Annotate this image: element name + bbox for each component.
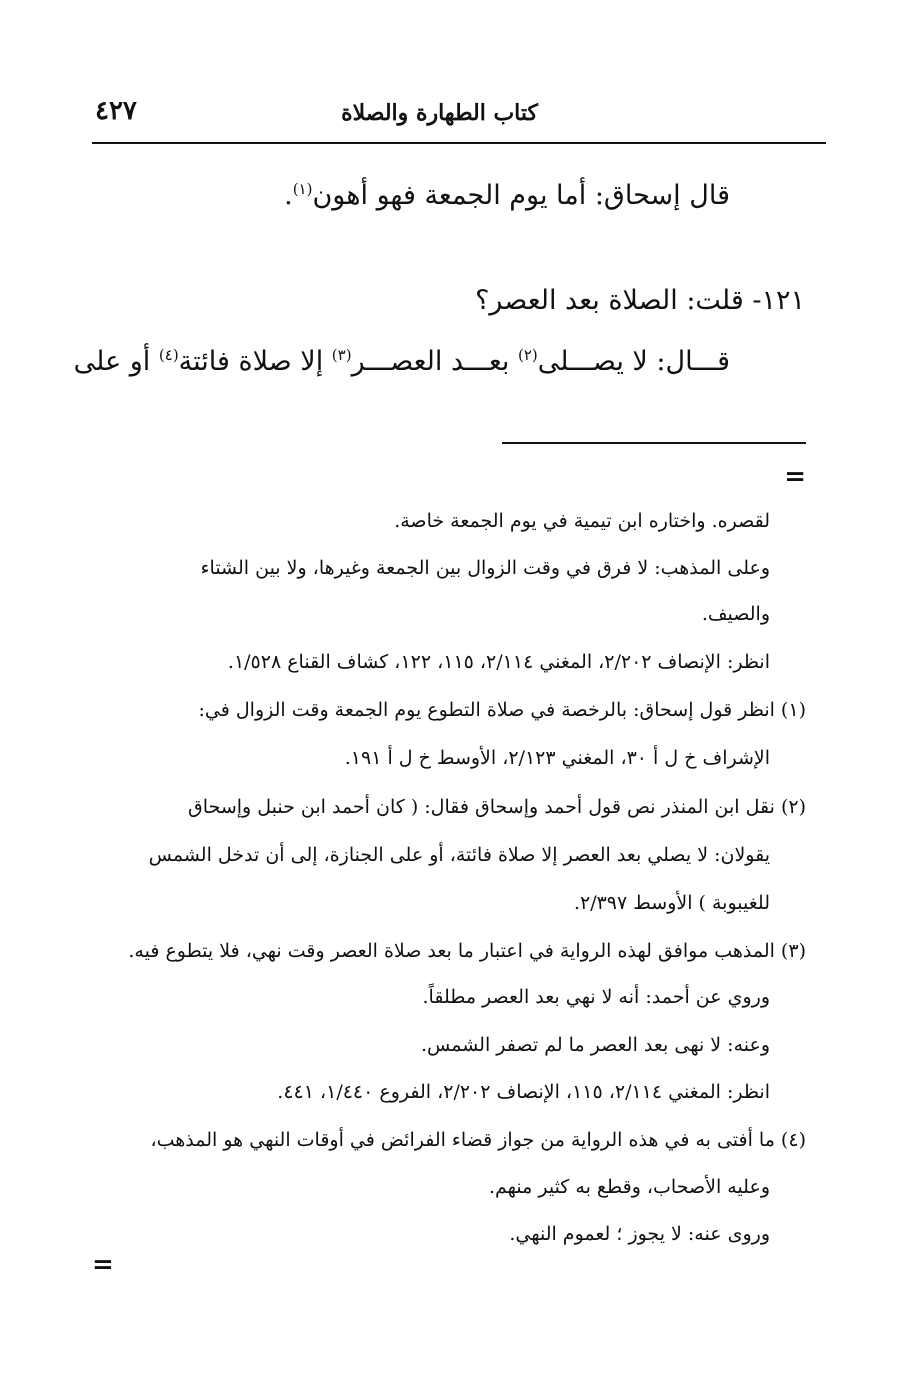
- answer-part-c: إلا صلاة فائتة: [178, 346, 332, 377]
- footnote-line: وعليه الأصحاب، وقطع به كثير منهم.: [488, 1176, 770, 1198]
- footnote-line: يقولان: لا يصلي بعد العصر إلا صلاة فائتة، أو على الجنازة، إلى أن تدخل الشمس: [148, 844, 770, 866]
- footnote-separator: [502, 442, 806, 444]
- footnote-4: (٤) ما أفتى به في هذه الرواية من جواز قضاء الفرائض في أوقات النهي هو المذهب،: [150, 1129, 806, 1151]
- footnote-continues-mark: =: [92, 1250, 114, 1280]
- question-121: ١٢١- قلت: الصلاة بعد العصر؟: [475, 285, 805, 316]
- footnote-line: وروى عنه: لا يجوز ؛ لعموم النهي.: [509, 1223, 770, 1245]
- footnote-line: انظر: المغني ٢/١١٤، ١١٥، الإنصاف ٢/٢٠٢، الفروع ١/٤٤٠، ٤٤١.: [277, 1081, 770, 1103]
- footnote-line: لقصره. واختاره ابن تيمية في يوم الجمعة خاصة.: [394, 510, 770, 532]
- footnote-line: للغيبوبة ) الأوسط ٢/٣٩٧.: [573, 892, 770, 914]
- footnote-line: وعلى المذهب: لا فرق في وقت الزوال بين الجمعة وغيرها، ولا بين الشتاء: [200, 557, 770, 579]
- answer-part-d: أو على: [73, 346, 159, 377]
- answer-part-a: قـــال: لا يصـــلى: [537, 346, 730, 377]
- footnote-ref-2: (٢): [517, 346, 538, 364]
- running-header-title: كتاب الطهارة والصلاة: [341, 100, 538, 126]
- footnote-ref-4: (٤): [158, 346, 179, 364]
- answer-part-b: بعـــد العصـــر: [351, 346, 518, 377]
- footnote-1: (١) انظر قول إسحاق: بالرخصة في صلاة التطوع يوم الجمعة وقت الزوال في:: [198, 699, 806, 721]
- main-text-end: .: [284, 180, 293, 211]
- footnote-2: (٢) نقل ابن المنذر نص قول أحمد وإسحاق فقال: ( كان أحمد ابن حنبل وإسحاق: [188, 796, 806, 818]
- footnote-line: الإشراف خ ل أ ٣٠، المغني ٢/١٢٣، الأوسط خ ل أ ١٩١.: [344, 747, 770, 769]
- page-number: ٤٢٧: [95, 96, 137, 126]
- main-text: قال إسحاق: أما يوم الجمعة فهو أهون: [312, 180, 730, 211]
- footnote-ref-1: (١): [292, 180, 313, 198]
- footnote-ref-3: (٣): [331, 346, 352, 364]
- header-rule: [92, 142, 826, 144]
- main-line-answer: [74, 346, 730, 377]
- main-line-ishaq: [284, 180, 730, 211]
- footnote-line: وروي عن أحمد: أنه لا نهي بعد العصر مطلقاً.: [422, 986, 770, 1008]
- footnote-3: (٣) المذهب موافق لهذه الرواية في اعتبار ما بعد صلاة العصر وقت نهي، فلا يتطوع فيه.: [128, 940, 806, 962]
- footnote-line: والصيف.: [701, 603, 770, 625]
- footnote-line: وعنه: لا نهى بعد العصر ما لم تصفر الشمس.: [420, 1034, 770, 1056]
- footnote-line: انظر: الإنصاف ٢/٢٠٢، المغني ٢/١١٤، ١١٥، ١٢٢، كشاف القناع ١/٥٢٨.: [227, 651, 770, 673]
- footnote-continued-mark: =: [784, 462, 806, 492]
